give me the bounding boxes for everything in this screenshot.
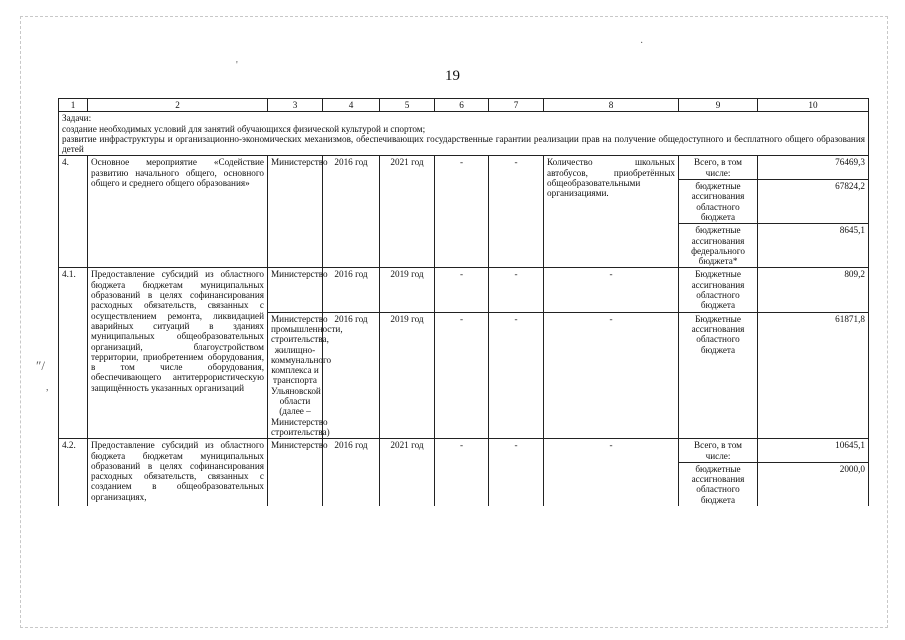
column-number: 7	[489, 99, 544, 112]
funding-source: бюджетные ассигнования областного бюджета	[679, 462, 758, 506]
column-7-value: -	[489, 268, 544, 312]
column-6-value: -	[435, 312, 489, 439]
executor: Министерство	[268, 268, 323, 312]
table-row	[59, 439, 869, 463]
scan-speck: ·	[640, 38, 644, 49]
funding-source: бюджетные ассигнования федерального бюджета*	[679, 224, 758, 268]
end-year: 2021 год	[380, 439, 435, 506]
column-number: 5	[380, 99, 435, 112]
funding-source: бюджетные ассигнования областного бюджета	[679, 180, 758, 224]
table-row	[59, 268, 869, 312]
funding-amount: 2000,0	[758, 462, 869, 506]
funding-amount: 10645,1	[758, 439, 869, 463]
indicator: -	[544, 439, 679, 506]
column-number: 8	[544, 99, 679, 112]
indicator: -	[544, 268, 679, 312]
column-number: 1	[59, 99, 88, 112]
funding-source: Всего, в том числе:	[679, 439, 758, 463]
program-table	[58, 98, 869, 506]
funding-amount: 67824,2	[758, 180, 869, 224]
start-year: 2016 год	[323, 439, 380, 506]
table-row	[59, 156, 869, 180]
tasks-cell	[59, 112, 869, 156]
column-number: 9	[679, 99, 758, 112]
column-7-value: -	[489, 312, 544, 439]
page-number: 19	[445, 68, 460, 84]
end-year: 2021 год	[380, 156, 435, 268]
start-year: 2016 год	[323, 156, 380, 268]
task-line: создание необходимых условий для занятий обучающихся физической культурой и спортом;	[62, 123, 426, 134]
funding-source: Бюджетные ассигнования областного бюджета	[679, 312, 758, 439]
funding-source: Бюджетные ассигнования областного бюджета	[679, 268, 758, 312]
column-7-value: -	[489, 439, 544, 506]
end-year: 2019 год	[380, 312, 435, 439]
row-number: 4.	[59, 156, 88, 268]
scan-speck: '	[236, 60, 238, 71]
task-line: развитие инфраструктуры и организационно-экономических механизмов, обеспечивающих государственные гарантии реализации прав на получение общедоступного и бесплатного общего образования детей	[62, 133, 865, 155]
end-year: 2019 год	[380, 268, 435, 312]
funding-amount: 61871,8	[758, 312, 869, 439]
funding-source: Всего, в том числе:	[679, 156, 758, 180]
executor: Министерство промышленности, строительства, жилищно-коммунального комплекса и транспорта Ульяновской области (далее – Министерство строительства)	[268, 312, 323, 439]
measure-name: Основное мероприятие «Содействие развитию начального общего, основного общего и среднего общего образования»	[88, 156, 268, 268]
column-number: 6	[435, 99, 489, 112]
column-number: 3	[268, 99, 323, 112]
column-7-value: -	[489, 156, 544, 268]
funding-amount: 8645,1	[758, 224, 869, 268]
measure-name: Предоставление субсидий из областного бюджета бюджетам муниципальных образований в целях софинансирования расходных обязательств, связанных с созданием в общеобразовательных организациях,	[88, 439, 268, 506]
column-number-row	[59, 99, 869, 112]
column-number: 2	[88, 99, 268, 112]
column-6-value: -	[435, 268, 489, 312]
column-6-value: -	[435, 439, 489, 506]
funding-amount: 809,2	[758, 268, 869, 312]
scan-speck: ″/	[36, 358, 46, 373]
column-number: 4	[323, 99, 380, 112]
tasks-heading: Задачи:	[62, 113, 92, 124]
row-number: 4.1.	[59, 268, 88, 439]
column-number: 10	[758, 99, 869, 112]
funding-amount: 76469,3	[758, 156, 869, 180]
indicator: -	[544, 312, 679, 439]
executor: Министерство	[268, 439, 323, 506]
column-6-value: -	[435, 156, 489, 268]
measure-name: Предоставление субсидий из областного бюджета бюджетам муниципальных образований в целях софинансирования расходных обязательств, связанных с осуществлением ремонта, ликвидацией аварийных ситуаций в зданиях муниципальных общеобразовательных организаций, благоустройством территории, приобретением оборудования, в том числе оборудования, обеспечивающего антитеррористическую защищённость указанных организаций	[88, 268, 268, 439]
start-year: 2016 год	[323, 312, 380, 439]
indicator: Количество школьных автобусов, приобретённых общеобразовательными организациями.	[544, 156, 679, 268]
scan-speck: ,	[46, 382, 49, 393]
tasks-row	[59, 112, 869, 156]
start-year: 2016 год	[323, 268, 380, 312]
executor: Министерство	[268, 156, 323, 268]
row-number: 4.2.	[59, 439, 88, 506]
